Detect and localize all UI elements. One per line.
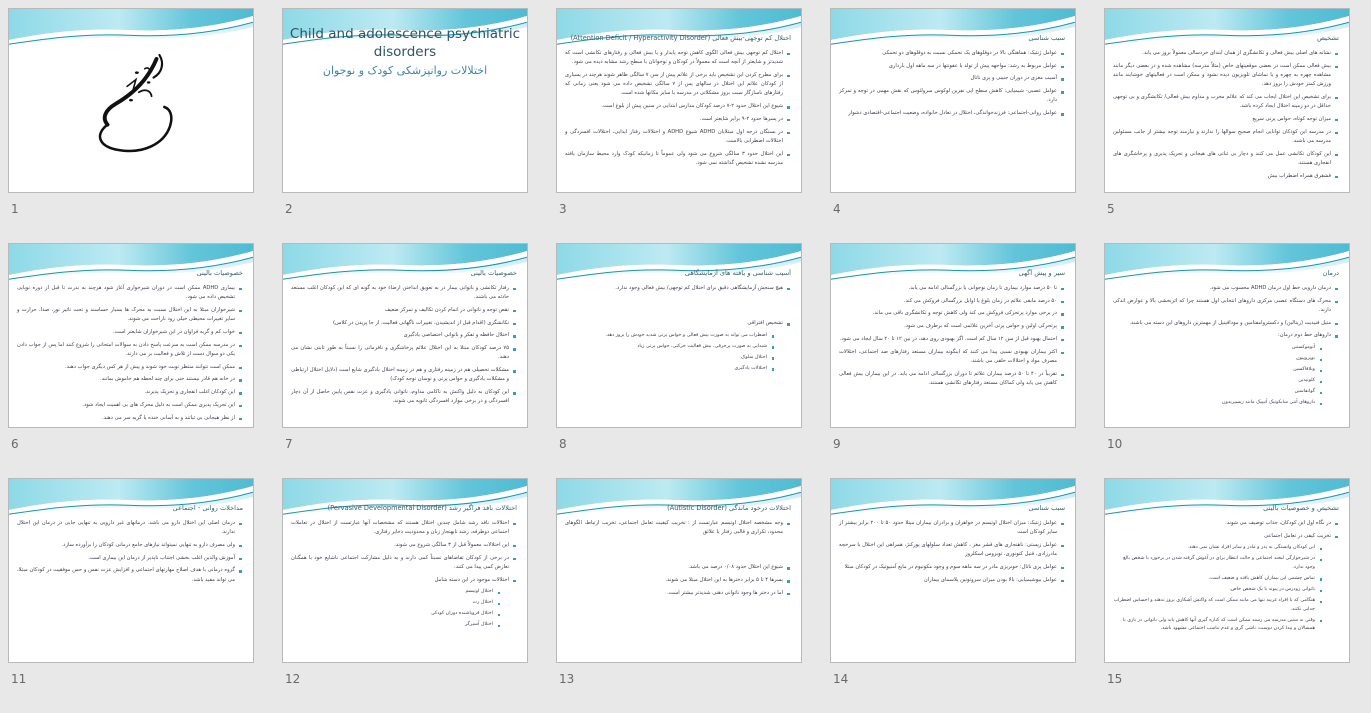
- bullet-item: اختلالات یادگیری: [565, 365, 775, 374]
- bullet-list: [839, 49, 1065, 119]
- slide-content: [1105, 269, 1349, 425]
- bullet-item: ۷۵ درصد کودکان مبتلا به این اختلال علائم پرخاشگری و نافرمانی را نسبتاً به طور ثابتی نشان می دهند.: [291, 344, 517, 363]
- slide-heading: اختلالات درخود ماندگی (Autistic Disorder): [667, 504, 791, 512]
- bullet-item: کلونیدین: [1113, 377, 1323, 386]
- bullet-item: وقتی به سنین مدرسه می رسند ممکن است که کناره گیری آنها کاهش یابد ولی ناتوانی در بازی با همسالان و پیدا کردن دوست، ناشی گری و عدم تناسب اجتماعی مشهود باشد.: [1113, 617, 1323, 634]
- bullet-item: اختلال سلوک: [565, 354, 775, 363]
- slide-thumbnail-10[interactable]: [1104, 243, 1350, 428]
- bullet-item: عوامل پری ناتال: خونریزی مادر در سه ماهه سوم و وجود مکونیوم در مایع آمنیوتیک در کودکان مبتلا: [839, 563, 1065, 572]
- slide-number: 1: [11, 202, 19, 216]
- bullet-list: [17, 284, 243, 423]
- slide-content: [557, 269, 801, 425]
- slide-cell: [556, 478, 802, 713]
- slide-number: 9: [833, 437, 841, 451]
- bullet-list: [839, 284, 1065, 388]
- bullet-item: شیرخواران مبتلا به این اختلال نسبت به محرک ها بسیار حساسند و تحت تاثیر نور، صدا، حرارت و سایر تغییرات محیطی خیلی زود ناراحت می شوند.: [17, 306, 243, 325]
- bullet-item: این اختلال حدود ۳ سالگی شروع می شود ولی عموماً تا زمانیکه کودک وارد محیط سازمان یافته مدرسه نشده تشخیص گذاشته نمی شود.: [565, 150, 791, 169]
- bullet-item: این تحریک پذیری ممکن است به دلیل محرک های بی اهمیت ایجاد شود.: [17, 401, 243, 410]
- bullet-item: داروهای خط دوم درمان:: [1113, 331, 1339, 340]
- bullet-item: اختلالات نافذ رشد شامل چندین اختلال هستند که مشخصات آنها عبارتست از اختلال در تعاملات اجتماعی دوطرفه، رشد نابهنجار زبان و محدودیت ذخایر رفتاری.: [291, 519, 517, 538]
- bullet-item: در پسرها حدود ۲-۹ برابر شایعتر است.: [565, 115, 791, 124]
- bullet-list: [1113, 49, 1339, 181]
- bullet-item: تشخیص افتراقی: [565, 319, 791, 328]
- bullet-item: پرتحرکی اولین و حواس پرتی آخرین علائمی است که برطرف می شود.: [839, 322, 1065, 331]
- bullet-item: میزان توجه کوتاه، حواس پرتی سریع: [1113, 115, 1339, 124]
- bullet-item: اضطراب می تواند به صورت بیش فعالی و حواس پرتی شدید خودش را بروز دهد.: [565, 332, 775, 341]
- slide-content: [557, 34, 801, 190]
- bullet-item: مشکلات تحصیلی هم در زمینه رفتاری و هم در زمینه اختلال یادگیری شایع است (دلایل اختلال ارتباطی و مشکلات یادگیری و حواس پرتی و نوسان توجه کودک): [291, 366, 517, 385]
- bullet-item: ۵۰ درصد مابقی علائم در زمان بلوغ یا اوایل بزرگسالی فروکش می کند.: [839, 297, 1065, 306]
- bullet-item: این اختلالات معمولاً قبل از ۳ سالگی شروع می شوند.: [291, 541, 517, 550]
- wave-decoration: [9, 9, 253, 46]
- bullet-list: [291, 284, 517, 407]
- bullet-item: اختلالات موجود در این دسته شامل: [291, 576, 517, 585]
- bullet-item: درمان دارویی خط اول درمان ADHD محسوب می شود.: [1113, 284, 1339, 293]
- bullet-list: [17, 519, 243, 585]
- bullet-item: اما در دختر ها وجود ناتوانی ذهنی شدیدتر بیشتر است.: [565, 589, 791, 598]
- bullet-item: تخریب کیفی در تعامل اجتماعی: [1113, 532, 1339, 541]
- slide-thumbnail-11[interactable]: [8, 478, 254, 663]
- slide-number: 14: [833, 672, 849, 686]
- bullet-item: ونلافاکسین: [1113, 366, 1323, 375]
- slide-cell: [556, 8, 802, 243]
- bullet-item: آسیب مغزی در دوران جنینی و پری ناتال: [839, 74, 1065, 83]
- bullet-list: [1113, 284, 1339, 408]
- bullet-item: اختلال حافظه و تفکر و ناتوانی اختصاصی یادگیری: [291, 331, 517, 340]
- bullet-item: شیوع این اختلال حدود ۰/۰۸ درصد می باشد.: [565, 563, 791, 572]
- bullet-item: عوامل ژنتیک: میزان اختلال اوتیسم در خواهران و برادران بیماران مبتلا حدود ۵۰ تا ۲۰۰ برابر بیشتر از سایر کودکان است: [839, 519, 1065, 538]
- bullet-item: تا ۵۰ درصد موارد بیماری تا زمان نوجوانی یا بزرگسالی ادامه می یابد.: [839, 284, 1065, 293]
- bullet-item: بوپروپیون: [1113, 355, 1323, 364]
- bullet-item: اختلال اوتیسم: [291, 588, 501, 597]
- bullet-item: قشقرق همراه اضطراب بیش: [1113, 172, 1339, 181]
- slide-heading: خصوصیات بالینی: [196, 269, 243, 277]
- bullet-item: محرک های دستگاه عصبی مرکزی داروهای انتخابی اول هستند چرا که اثربخشی بالا و عوارض اندکی دارند.: [1113, 297, 1339, 316]
- slide-content: [283, 269, 527, 425]
- bullet-item: عوامل روانی-اجتماعی: فرزندخواندگی، اختلال در تعادل خانواده، وضعیت اجتماعی-اقتصادی دشوار: [839, 109, 1065, 118]
- slide-thumbnail-6[interactable]: [8, 243, 254, 428]
- bullet-item: این کودکان وابستگی به پدر و مادر و سایر افراد نشان نمی دهند.: [1113, 544, 1323, 553]
- bullet-item: عوامل بیوشیمیایی: بالا بودن میزان سروتونین پلاسمای بیماران: [839, 576, 1065, 585]
- slide-number: 7: [285, 437, 293, 451]
- bullet-item: شیدایی به صورت پرحرفی، بیش فعالیت حرکتی، حواس پرتی زیاد: [565, 343, 775, 352]
- bullet-item: تماس چشمی این بیماران کاهش یافته و ضعیف است.: [1113, 575, 1323, 584]
- bullet-item: در خانه هم قادر نیستند حتی برای چند لحظه هم خاموش بمانند.: [17, 375, 243, 384]
- bullet-item: تکانشگری (اقدام قبل از اندیشیدن، تغییرات ناگهانی فعالیت، از جا پریدن در کلاس): [291, 319, 517, 328]
- slide-heading: درمان: [1322, 269, 1339, 277]
- bullet-item: برای تشخیص این اختلال ایجاب می کند که علائم مخرب و مداوم بیش فعالی/ تکانشگری و بی توجهی حداقل در دو زمینه اختلال ایجاد کرده باشد.: [1113, 93, 1339, 112]
- slide-number: 13: [559, 672, 575, 686]
- bullet-item: در مدرسه این کودکان توانایی انجام صحیح سوالها را ندارند و نیازمند توجه بیشتر از جانب مسئولین مدرسه می باشند.: [1113, 128, 1339, 147]
- bullet-item: اکثر بیماران بهبودی نسبی پیدا می کنند که اینگونه بیماران مستعد رفتارهای ضد اجتماعی، اختلالات مصرف مواد و اختلالات خلقی می باشند.: [839, 348, 1065, 367]
- bullet-item: درمان اصلی این اختلال دارو می باشد. درمانهای غیر دارویی به تنهایی جایی در درمان این اختلال ندارند.: [17, 519, 243, 538]
- bismillah-calligraphy-image: [9, 47, 253, 165]
- bullet-item: برای مطرح کردن این تشخیص باید برخی از علائم پیش از سن ۷ سالگی ظاهر شوند هرچند در بسیاری از کودکان علائم این اختلال در سالهای پس از ۷ سالگی تشخیص داده می شود یعنی زمانی که رفتارهای ناسازگار سبب بروز مشکلاتی در مدرسه یا سایر مکانها شده است.: [565, 71, 791, 99]
- slide-cell: [8, 8, 254, 243]
- slide-grid: [8, 8, 1350, 713]
- slide-content: [283, 504, 527, 660]
- bullet-item: نشانه های اصلی بیش فعالی و تکانشگری از همان ابتدای خردسالی معمولاً بروز می یابد.: [1113, 49, 1339, 58]
- slide-content: [831, 34, 1075, 190]
- slide-thumbnail-15[interactable]: [1104, 478, 1350, 663]
- bullet-item: رفتار تکانشی و ناتوانی بیمار در به تعویق انداختن ارضاء خود به گونه ای که این کودکان اغلب مستعد حادثه می باشند.: [291, 284, 517, 303]
- bullet-list: [565, 519, 791, 598]
- bullet-item: گوانفاسین: [1113, 388, 1323, 397]
- bullet-item: نقص توجه و ناتوانی در اتمام کردن تکالیف و تمرکز ضعیف: [291, 306, 517, 315]
- slide-content: [557, 504, 801, 660]
- slide-cell: [282, 478, 528, 713]
- bullet-item: در نگاه اول این کودکان، جذاب توصیف می شوند.: [1113, 519, 1339, 528]
- slide-thumbnail-4[interactable]: [830, 8, 1076, 193]
- slide-title-english: Child and adolescence psychiatric disorders: [289, 26, 521, 61]
- bullet-item: بیش فعالی ممکن است در بعضی موقعیتهای خاص (مثلاً مدرسه) مشاهده شده و در بعضی دیگر مانند مشاهده چهره به چهره و یا تماشای تلویزیون دیده نشود و ممکن است در فعالیتهای خوشایند مانند ورزش کمتر خودش را بروز دهد.: [1113, 62, 1339, 90]
- slide-cell: [1104, 478, 1350, 713]
- slide-heading: آسیب شناسی و یافته های آزمایشگاهی: [684, 269, 791, 277]
- slide-cell: [1104, 8, 1350, 243]
- slide-cell: [8, 243, 254, 478]
- bullet-item: در بستگان درجه اول مبتلایان ADHD شیوع ADHD و اختلالات رفتار ایذایی، اختلالات افسردگی و اختلالات اضطرابی بالاست.: [565, 128, 791, 147]
- bullet-item: خواب کم و گریه فراوان در این شیرخواران شایعتر است.: [17, 328, 243, 337]
- bullet-item: ولی مصرف دارو به تنهایی نمیتواند نیازهای جامع درمانی کودکان را برآورده سازد.: [17, 541, 243, 550]
- bullet-item: در مدرسه ممکن است به سرعت پاسخ دادن به سوالات امتحانی را شروع کنند اما پس از جواب دادن یکی دو سوال دست از تلاش و فعالیت بر می دارند.: [17, 341, 243, 360]
- slide-content: [9, 504, 253, 660]
- slide-number: 15: [1107, 672, 1123, 686]
- slide-content: [1105, 34, 1349, 190]
- slide-heading: تشخیص: [1316, 34, 1339, 42]
- slide-title-persian: اختلالات روانپزشکی کودک و نوجوان: [322, 64, 488, 78]
- slide-heading: سیر و پیش آگهی: [1018, 269, 1065, 277]
- bullet-item: ناتوانی زودرس در پیوند با یک شخص خاص.: [1113, 586, 1323, 595]
- bullet-item: در برخی موارد پرتحرکی فروکش می کند ولی کاهش توجه و تکانشگری باقی می ماند.: [839, 309, 1065, 318]
- bullet-list: [291, 519, 517, 630]
- bullet-item: متیل فنیدیت (ریتالین) و دکستروامفتامین و مودافینیل از مهمترین داروهای این دسته می باشند.: [1113, 319, 1339, 328]
- slide-heading: خصوصیات بالینی: [470, 269, 517, 277]
- slide-heading: مداخلات روانی - اجتماعی: [172, 504, 243, 512]
- bullet-item: از نظر هیجانی بی ثباتند و به آسانی خنده یا گریه سر می دهند.: [17, 414, 243, 423]
- bullet-item: اختلال آسپرگر: [291, 621, 501, 630]
- bullet-item: شیوع این اختلال حدود ۲-۷ درصد کودکان مدارس ابتدایی در سنین پیش از بلوغ است.: [565, 102, 791, 111]
- slide-number: 5: [1107, 202, 1115, 216]
- bullet-item: داروهای آنتی سایکوتیک آتیپیک مانند ریسپریدون: [1113, 399, 1323, 408]
- bullet-item: هیچ سنجش آزمایشگاهی دقیق برای اختلال کم توجهی/ بیش فعالی وجود ندارد.: [565, 284, 791, 293]
- slide-cell: [830, 478, 1076, 713]
- slide-cell: [8, 478, 254, 713]
- slide-heading: اختلالات نافذ فراگیر رشد (Pervasive Developmental Disorder): [327, 504, 517, 512]
- slide-number: 8: [559, 437, 567, 451]
- bullet-item: در شیرخوارگی لبخند اجتماعی و حالت انتظار برای در آغوش گرفته شدن در برخورد با شخص بالغ وجود ندارد.: [1113, 555, 1323, 572]
- slide-thumbnail-13[interactable]: [556, 478, 802, 663]
- slide-content: [831, 269, 1075, 425]
- slide-number: 6: [11, 437, 19, 451]
- slide-thumbnail-9[interactable]: [830, 243, 1076, 428]
- slide-heading: تشخیص و خصوصیات بالینی: [1263, 504, 1339, 512]
- bullet-item: اختلال کم توجهی بیش فعالی الگوی کاهش توجه پایدار و یا بیش فعالی و رفتارهای تکانشی است که شدیدتر و شایعتر از آنچه است که معمولاً در کودکان و نوجوانان با سطح رشد مشابه دیده می شود.: [565, 49, 791, 68]
- slide-thumbnail-7[interactable]: [282, 243, 528, 428]
- slide-thumbnail-5[interactable]: [1104, 8, 1350, 193]
- bullet-item: هنگامی که با افراد غریبه تنها می مانند ممکن است که واکنش آشکاری بروز ندهند و احساس اضطراب جدایی نکنند.: [1113, 597, 1323, 614]
- bullet-list: [839, 519, 1065, 585]
- slide-number: 11: [11, 672, 27, 686]
- bullet-item: تقریباً در ۴۰ تا ۵۰ درصد بیماران علائم تا دوران بزرگسالی ادامه می یابد. در این بیماران بیش فعالی کاهش می یابد ولی کماکان مستعد رفتارهای تکانشی هستند.: [839, 370, 1065, 389]
- slide-thumbnail-14[interactable]: [830, 478, 1076, 663]
- bullet-item: در برخی از کودکان تقاضاهای نسبتاً کمی دارند و به دلیل مشارکت اجتماعی ناشایع خود با همگنان تعارض کمی پیدا می کنند.: [291, 554, 517, 573]
- slide-content: [9, 269, 253, 425]
- bullet-item: این کودکان به دلیل واکنش به ناکامی مداوم، ناتوانی یادگیری و عزت نفس پایین حاصل از آن دچار افسردگی و در برخی موارد افسردگی ثانویه می شوند.: [291, 388, 517, 407]
- title-slide-block: [283, 25, 527, 77]
- slide-heading: اختلال کم توجهی-بیش فعالی (Attention Deficit / Hyperactivity Disorder): [570, 34, 791, 42]
- bullet-item: عوامل زیستی: ناهنجاری های قشر مغز ، کاهش تعداد سلولهای پورکنژ، همراهی این اختلال با سرخجه مادرزادی، فنیل کتونوری، توبروس اسکلروز: [839, 541, 1065, 560]
- bullet-item: پسرها ۴ تا ۵ برابر دخترها به این اختلال مبتلا می شوند.: [565, 576, 791, 585]
- bullet-item: وجه مشخصه اختلال اوتیسم عبارتست از : تخریب کیفیت تعامل اجتماعی، تخریب ارتباط، الگوهای محدود، تکراری و قالبی رفتار یا علائق: [565, 519, 791, 538]
- bullet-item: این کودکان تکانشی عمل می کنند و دچار بی ثباتی های هیجانی و تحریک پذیری و پرخاشگری های انفجاری هستند.: [1113, 150, 1339, 169]
- slide-content: [1105, 504, 1349, 660]
- bullet-item: اختلال رت: [291, 599, 501, 608]
- bullet-item: عوامل ژنتیک: هماهنگی بالا در دوقلوهای یک تخمکی نسبت به دوقلوهای دو تخمکی: [839, 49, 1065, 58]
- bullet-item: عوامل مربوط به رشد: مواجهه پیش از تولد با عفونتها در سه ماهه اول بارداری: [839, 62, 1065, 71]
- bullet-list: [1113, 519, 1339, 634]
- slide-thumbnail-2[interactable]: [282, 8, 528, 193]
- slide-cell: [556, 243, 802, 478]
- slide-cell: [830, 243, 1076, 478]
- bullet-list: [565, 284, 791, 374]
- slide-number: 3: [559, 202, 567, 216]
- slide-cell: [282, 243, 528, 478]
- bullet-item: آموزش والدین اغلب بخشی اجتناب ناپذیر از درمان این بیماری است.: [17, 554, 243, 563]
- slide-heading: سبب شناسی: [1028, 34, 1065, 42]
- bullet-list: [565, 49, 791, 168]
- slide-content: [831, 504, 1075, 660]
- bullet-item: این کودکان اغلب انفجاری و تحریک پذیرند.: [17, 388, 243, 397]
- slide-thumbnail-8[interactable]: [556, 243, 802, 428]
- slide-number: 2: [285, 202, 293, 216]
- slide-cell: [830, 8, 1076, 243]
- bullet-item: اختلال فروپاشنده دوران کودکی: [291, 610, 501, 619]
- bullet-item: بیماری ADHD ممکن است در دوران شیرخواری آغاز شود هرچند به ندرت تا قبل از دوره نوپایی تشخیص داده می شود.: [17, 284, 243, 303]
- bullet-item: گروه درمانی با هدف اصلاح مهارتهای اجتماعی و افزایش عزت نفس و حس موفقیت در کودکان مبتلا، می تواند مفید باشد.: [17, 566, 243, 585]
- slide-thumbnail-3[interactable]: [556, 8, 802, 193]
- bullet-item: ممکن است نتوانند منتظر نوبت خود شوند و پیش از هر کس دیگری جواب دهند.: [17, 363, 243, 372]
- bullet-item: احتمال بهبود قبل از سن ۱۲ سال کم است. اگر بهبودی روی دهد، در بین ۱۲ تا ۲۰ سال ایجاد می شود.: [839, 335, 1065, 344]
- slide-thumbnail-1[interactable]: [8, 8, 254, 193]
- slide-heading: سبب شناسی: [1028, 504, 1065, 512]
- slide-cell: [282, 8, 528, 243]
- slide-number: 12: [285, 672, 301, 686]
- slide-number: 4: [833, 202, 841, 216]
- bullet-item: آتوموکستین: [1113, 344, 1323, 353]
- bullet-item: عوامل عصبی- شیمیایی: کاهش سطح اپی نفرین لوکوس سرولئوس که نقش مهمی در توجه و تمرکز دارد.: [839, 87, 1065, 106]
- slide-cell: [1104, 243, 1350, 478]
- slide-number: 10: [1107, 437, 1123, 451]
- slide-thumbnail-12[interactable]: [282, 478, 528, 663]
